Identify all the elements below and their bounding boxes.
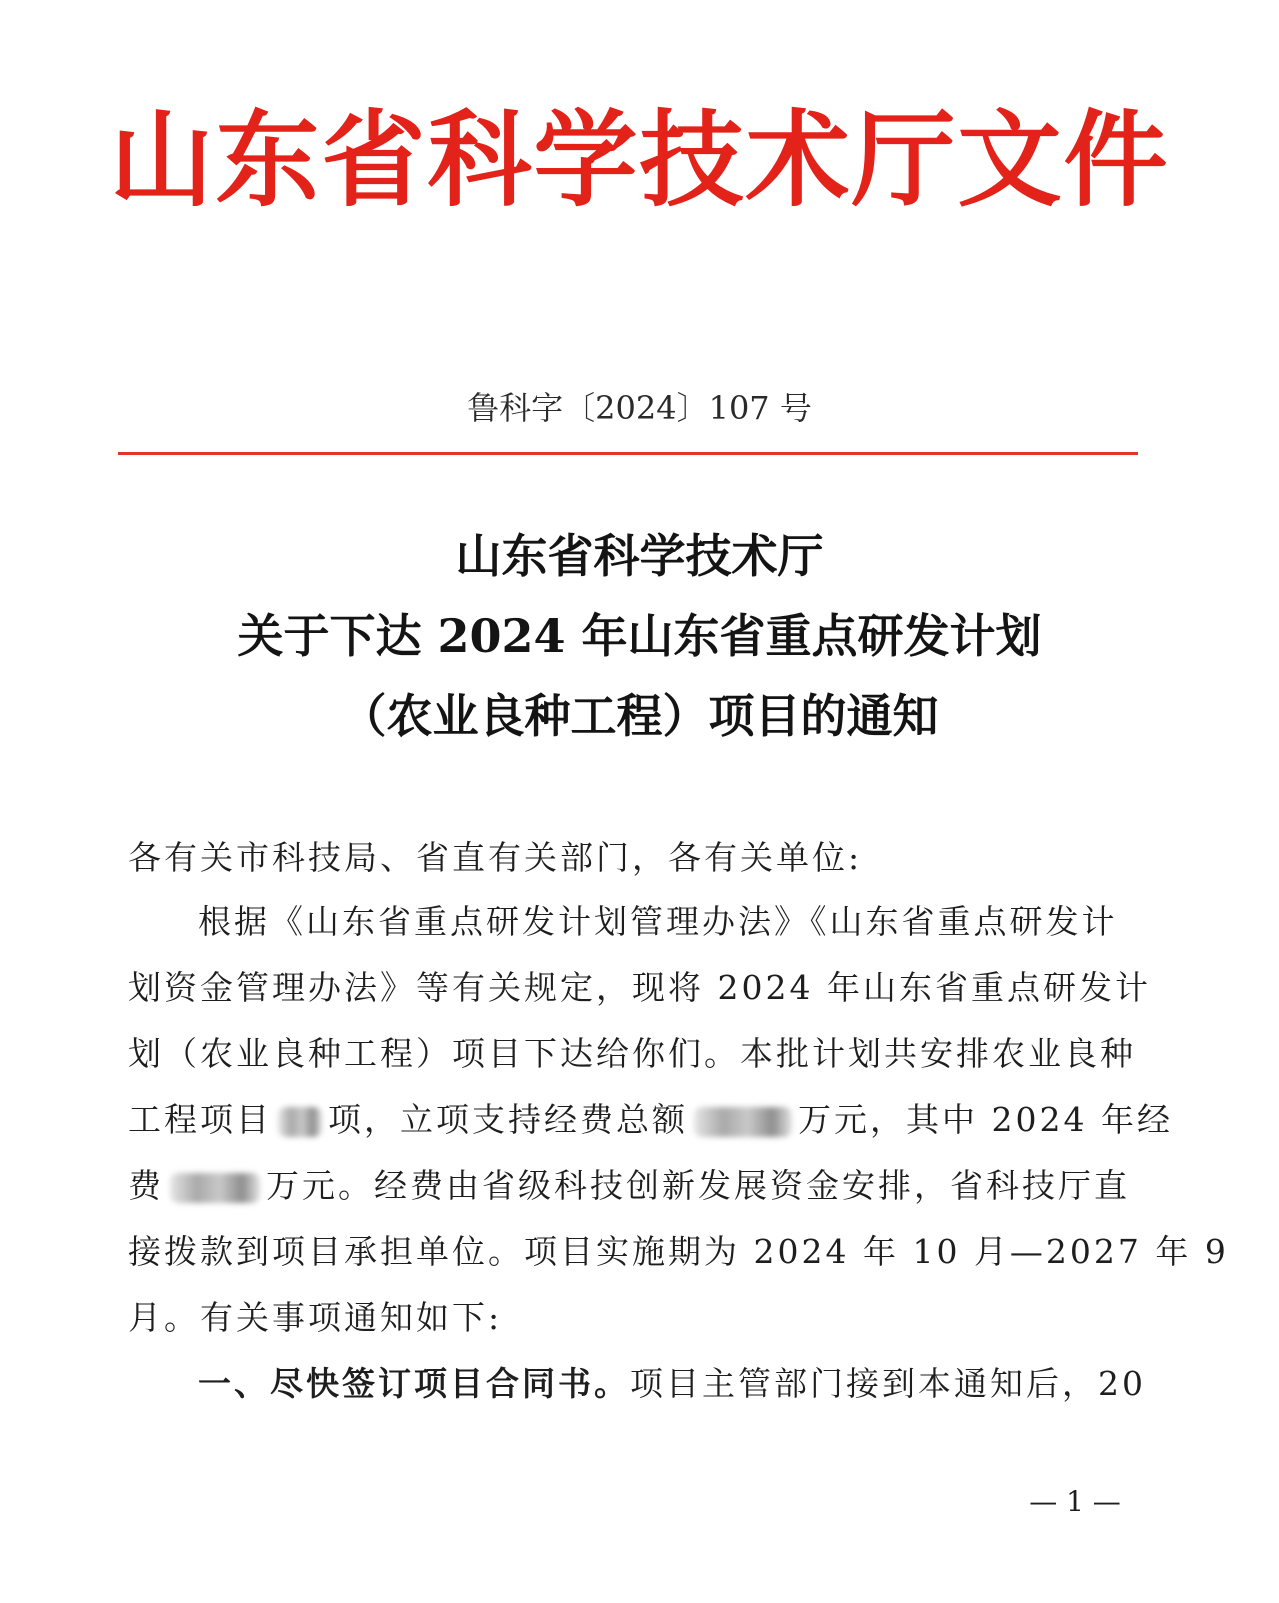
body-line-4-part-a: 工程项目: [128, 1100, 272, 1139]
body-line-1: [128, 900, 1138, 944]
redacted-total-funding: [694, 1107, 792, 1137]
body-line-2: 划资金管理办法》等有关规定，现将 2024 年山东省重点研发计: [128, 968, 1151, 1007]
page-number: — 1 —: [1029, 1485, 1121, 1518]
redacted-project-count: [278, 1107, 322, 1137]
body-line-1-text: 根据《山东省重点研发计划管理办法》《山东省重点研发计: [198, 902, 1118, 941]
red-divider-line: [118, 452, 1138, 455]
body-line-4-part-b: 项，立项支持经费总额: [328, 1100, 688, 1139]
body-line-8: [128, 1362, 1146, 1406]
notice-title-line-2: 关于下达 2024 年山东省重点研发计划: [237, 609, 1042, 663]
document-number: 鲁科字〔2024〕107 号: [467, 389, 812, 427]
notice-title-line-3: （农业良种工程）项目的通知: [340, 689, 939, 743]
body-line-5: [128, 1164, 1138, 1208]
body-line-4-part-c: 万元，其中 2024 年经: [798, 1100, 1173, 1139]
notice-title-line-1: 山东省科学技术厅: [455, 529, 824, 583]
body-line-7: 月。有关事项通知如下:: [128, 1298, 503, 1337]
redacted-2024-funding: [170, 1173, 260, 1203]
body-line-3: 划（农业良种工程）项目下达给你们。本批计划共安排农业良种: [128, 1034, 1136, 1073]
body-line-5-part-a: 费: [128, 1166, 164, 1205]
item-1-heading: 一、尽快签订项目合同书。: [198, 1364, 630, 1403]
document-masthead: 山东省科学技术厅文件: [109, 99, 1170, 221]
body-line-6: 接拨款到项目承担单位。项目实施期为 2024 年 10 月—2027 年 9: [128, 1232, 1229, 1271]
item-1-text: 项目主管部门接到本通知后，20: [630, 1364, 1146, 1403]
body-line-4: [128, 1098, 1173, 1142]
body-line-5-part-b: 万元。经费由省级科技创新发展资金安排，省科技厅直: [266, 1166, 1130, 1205]
salutation: 各有关市科技局、省直有关部门，各有关单位:: [128, 838, 863, 877]
